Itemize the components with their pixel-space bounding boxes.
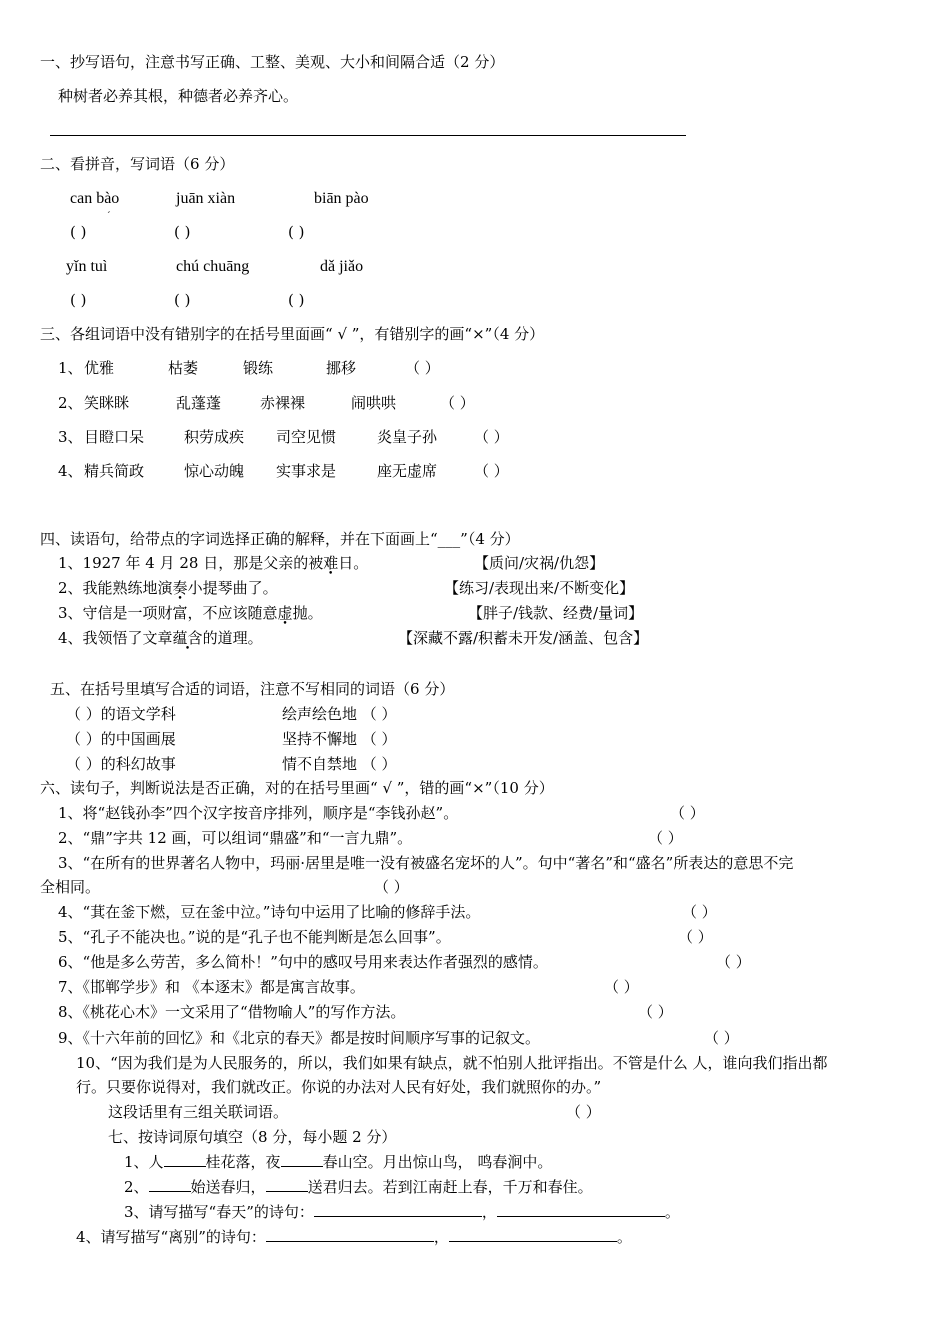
s3-word: 优雅	[84, 359, 115, 377]
s3-word: 锻练	[243, 359, 274, 377]
s6-item: 2、“鼎”字共 12 画，可以组词“鼎盛”和“一言九鼎”。	[58, 829, 413, 847]
s4-title: 四、读语句，给带点的字词选择正确的解释，并在下面画上“___”（4 分）	[40, 530, 520, 548]
fill-blank[interactable]	[266, 1227, 434, 1242]
s1-sentence: 种树者必养其根，种德者必养齐心。	[58, 87, 299, 105]
s6-item: 1、将“赵钱孙李”四个汉字按音序排列，顺序是“李钱孙赵”。	[58, 804, 459, 822]
s5-fill-left[interactable]: （ ）的科幻故事	[66, 755, 176, 773]
s6-answer-paren[interactable]: （ ）	[678, 928, 713, 946]
s6-answer-paren[interactable]: （ ）	[566, 1103, 601, 1121]
s3-word: 实事求是	[276, 462, 337, 480]
s6-item: 10、“因为我们是为人民服务的，所以，我们如果有缺点，就不怕别人批评指出。不管是什么 人，谁向我们指出都	[76, 1054, 828, 1072]
pinyin-6: dǎ jiǎo	[320, 258, 364, 275]
s5-title: 五、在括号里填写合适的词语，注意不写相同的词语（6 分）	[50, 680, 455, 698]
s6-answer-paren[interactable]: （ ）	[604, 978, 639, 996]
s6-answer-paren[interactable]: （ ）	[682, 903, 717, 921]
s3-word: 精兵简政	[84, 462, 145, 480]
s5-fill-right[interactable]: 情不自禁地 （ ）	[282, 755, 397, 773]
paren-6[interactable]: ( )	[288, 291, 305, 309]
s4-item-3: 3、守信是一项财富，不应该随意虚抛。	[58, 604, 323, 622]
s3-word: 炎皇子孙	[377, 428, 438, 446]
s3-answer-paren[interactable]: （ ）	[474, 428, 509, 446]
s6-item: 8、《桃花心木》一文采用了“借物喻人”的写作方法。	[58, 1003, 406, 1021]
s3-word: 乱蓬蓬	[176, 394, 222, 412]
s4-options-1: 【质问/灾祸/仇怨】	[474, 554, 605, 572]
s3-row-no: 4、	[58, 462, 83, 480]
s6-item: 4、“萁在釜下燃，豆在釜中泣。”诗句中运用了比喻的修辞手法。	[58, 903, 481, 921]
s3-word: 座无虚席	[377, 462, 438, 480]
s3-answer-paren[interactable]: （ ）	[440, 394, 475, 412]
s3-row-no: 2、	[58, 394, 83, 412]
s6-answer-paren[interactable]: （ ）	[648, 829, 683, 847]
paren-2[interactable]: ( )	[174, 223, 191, 241]
fill-blank[interactable]	[497, 1202, 665, 1217]
pinyin-2: juān xiàn	[176, 190, 236, 207]
s6-item-cont: 行。只要你说得对，我们就改正。你说的办法对人民有好处，我们就照你的办。”	[76, 1078, 602, 1096]
s3-word: 闹哄哄	[351, 394, 397, 412]
s3-row-no: 3、	[58, 428, 83, 446]
tone-mark: ˊ	[107, 210, 111, 222]
s3-word: 赤裸裸	[260, 394, 306, 412]
paren-3[interactable]: ( )	[288, 223, 305, 241]
paren-1[interactable]: ( )	[70, 223, 87, 241]
s7-line-4: 4、请写描写“离别”的诗句： ， 。	[76, 1228, 632, 1246]
s6-item: 9、《十六年前的回忆》和《北京的春天》都是按时间顺序写事的记叙文。	[58, 1029, 541, 1047]
s6-item-cont: 全相同。	[40, 878, 101, 896]
s6-title: 六、读句子，判断说法是否正确，对的在括号里画“ √ ”，错的画“×”（10 分）	[40, 779, 554, 797]
s6-answer-paren[interactable]: （ ）	[704, 1029, 739, 1047]
s6-item: 6、“他是多么劳苦，多么简朴！”句中的感叹号用来表达作者强烈的感情。	[58, 953, 548, 971]
s3-answer-paren[interactable]: （ ）	[474, 462, 509, 480]
dotted-char[interactable]: 蕴含	[172, 629, 203, 647]
s1-title: 一、抄写语句，注意书写正确、工整、美观、大小和间隔合适（2 分）	[40, 53, 505, 71]
fill-blank[interactable]	[149, 1177, 191, 1192]
fill-blank[interactable]	[314, 1202, 482, 1217]
s4-item-1: 1、1927 年 4 月 28 日，那是父亲的被难日。	[58, 554, 369, 572]
s6-item-cont: 这段话里有三组关联词语。	[108, 1103, 289, 1121]
s7-line-2: 2、 始送春归， 送君归去。若到江南赶上春，千万和春住。	[124, 1178, 593, 1196]
s3-word: 目瞪口呆	[84, 428, 145, 446]
s4-item-2: 2、我能熟练地演奏小提琴曲了。	[58, 579, 278, 597]
pinyin-3: biān pào	[314, 190, 369, 207]
s6-item: 7、《邯郸学步》和 《本逐末》都是寓言故事。	[58, 978, 365, 996]
pinyin-5: chú chuāng	[176, 258, 250, 275]
s6-answer-paren[interactable]: （ ）	[670, 804, 705, 822]
s5-fill-left[interactable]: （ ）的语文学科	[66, 705, 176, 723]
s3-title: 三、各组词语中没有错别字的在括号里面画“ √ ”，有错别字的画“×”（4 分）	[40, 325, 545, 343]
fill-blank[interactable]	[281, 1152, 323, 1167]
s3-word: 积劳成疾	[184, 428, 245, 446]
s4-options-3: 【胖子/钱款、经费/量词】	[468, 604, 644, 622]
fill-blank[interactable]	[266, 1177, 308, 1192]
s4-item-4: 4、我领悟了文章蕴含的道理。	[58, 629, 263, 647]
dotted-char[interactable]: 虚	[277, 604, 293, 622]
s1-writing-line[interactable]	[50, 135, 686, 136]
s6-answer-paren[interactable]: （ ）	[716, 953, 751, 971]
s6-item: 3、“在所有的世界著名人物中，玛丽·居里是唯一没有被盛名宠坏的人”。句中“著名”和“盛名”所表达的意思不完	[58, 854, 794, 872]
s7-line-3: 3、请写描写“春天”的诗句： ， 。	[124, 1203, 680, 1221]
s6-answer-paren[interactable]: （ ）	[374, 878, 409, 896]
s7-line-1: 1、人 桂花落，夜 春山空。月出惊山鸟， 鸣春涧中。	[124, 1153, 553, 1171]
s3-word: 惊心动魄	[184, 462, 245, 480]
paren-5[interactable]: ( )	[174, 291, 191, 309]
s5-fill-left[interactable]: （ ）的中国画展	[66, 730, 176, 748]
s4-options-4: 【深藏不露/积蓄未开发/涵盖、包含】	[398, 629, 649, 647]
s3-row-no: 1、	[58, 359, 83, 377]
fill-blank[interactable]	[449, 1227, 617, 1242]
pinyin-1: can bào	[70, 190, 120, 207]
fill-blank[interactable]	[164, 1152, 206, 1167]
s7-title: 七、按诗词原句填空（8 分，每小题 2 分）	[108, 1128, 397, 1146]
s3-word: 笑眯眯	[84, 394, 130, 412]
s6-answer-paren[interactable]: （ ）	[638, 1003, 673, 1021]
s3-word: 挪移	[326, 359, 357, 377]
s4-options-2: 【练习/表现出来/不断变化】	[444, 579, 635, 597]
s2-title: 二、看拼音，写词语（6 分）	[40, 155, 235, 173]
pinyin-4: yǐn tuì	[66, 258, 108, 275]
s5-fill-right[interactable]: 坚持不懈地 （ ）	[282, 730, 397, 748]
s3-word: 司空见惯	[276, 428, 337, 446]
paren-4[interactable]: ( )	[70, 291, 87, 309]
s3-word: 枯萎	[168, 359, 199, 377]
dotted-char[interactable]: 难	[323, 554, 339, 572]
s6-item: 5、“孔子不能决也。”说的是“孔子也不能判断是怎么回事”。	[58, 928, 451, 946]
s3-answer-paren[interactable]: （ ）	[405, 359, 440, 377]
dotted-char[interactable]: 奏	[172, 579, 188, 597]
s5-fill-right[interactable]: 绘声绘色地 （ ）	[282, 705, 397, 723]
